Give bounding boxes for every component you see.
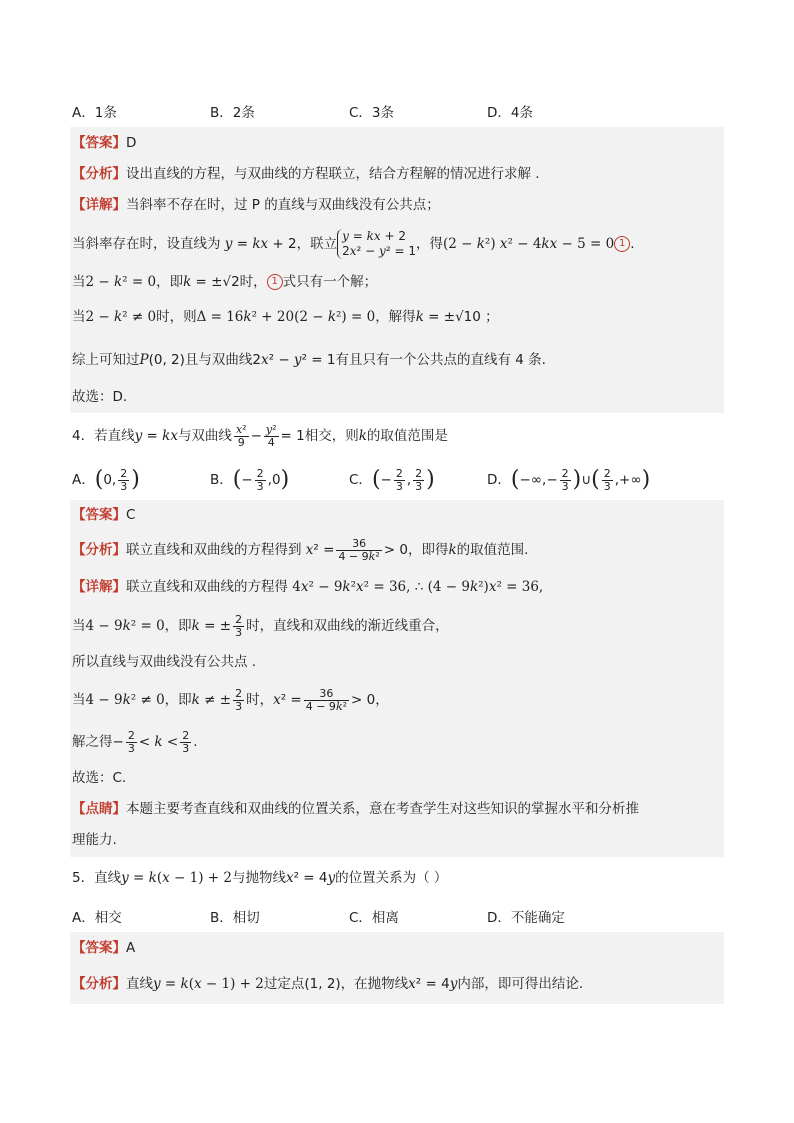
q4-option-b: B．(− $\frac{2}{3}$ ,0) [210,466,290,493]
q5-options [72,906,732,926]
q5-option-a: A．相交 [72,910,122,926]
q3-detail-4: 当2 − k² ≠ 0时，则Δ = 16k² + 20(2 − k²) = 0，解得k = ±√10 ； [72,309,499,325]
q4-detail-2: 当4 − 9k² = 0，即k = ± $\frac{2}{3}$ 时，直线和双曲线的渐近线重合， [72,612,449,639]
q3-answer: 【答案】D [72,135,137,151]
q5-option-d: D．不能确定 [487,910,565,926]
q4-detail-4: 当4 − 9k² ≠ 0，即k ≠ ± $\frac{2}{3}$ 时，x² = $\frac{36}{\text{4 − 9k²}}$ > 0， [72,686,389,713]
q4-detail-1: 【详解】联立直线和双曲线的方程得 4x² − 9k²x² = 36, ∴ (4 − 9k²)x² = 36, [72,579,544,595]
q4-stem: 4．若直线y = kx与双曲线 $\frac{\text{x²}}{9}$ − $\frac{\text{y²}}{4}$ = 1相交，则k的取值范围是 [72,422,448,449]
q3-option-b: B．2条 [210,105,255,121]
q5-analysis: 【分析】直线y = k(x − 1) + 2过定点(1, 2)，在抛物线x² = 4y内部，即可得出结论. [72,976,584,992]
q4-answer: 【答案】C [72,507,136,523]
circled-one-icon: 1 [267,274,283,290]
q4-option-d: D．(−∞,− $\frac{2}{3}$ )∪( $\frac{2}{3}$ ,+∞) [487,466,651,493]
q3-option-d: D．4条 [487,105,533,121]
q4-comment-1: 【点睛】本题主要考查直线和双曲线的位置关系，意在考查学生对这些知识的掌握水平和分析推 [72,801,639,817]
circled-one-icon: 1 [614,236,630,252]
q4-analysis: 【分析】联立直线和双曲线的方程得到 x² = $\frac{36}{\text{4 − 9k²}}$ > 0，即得k的取值范围. [72,536,529,563]
q3-analysis: 【分析】设出直线的方程，与双曲线的方程联立，结合方程解的情况进行求解 . [72,166,540,182]
q3-options [72,101,732,121]
q3-detail-1: 【详解】当斜率不存在时，过 P 的直线与双曲线没有公共点； [72,197,440,213]
q4-choose: 故选：C. [72,770,127,786]
q5-answer: 【答案】A [72,940,136,956]
q5-option-c: C．相离 [349,910,399,926]
q4-comment-2: 理能力. [72,832,117,848]
q3-choose: 故选：D. [72,389,128,405]
q4-option-a: A．(0, $\frac{2}{3}$ ) [72,466,140,493]
q3-detail-2: 当斜率存在时，设直线为 y = kx + 2，联立 y = kx + 2 2x² − y² = 1，得(2 − k²) x² − 4kx − 5 = 0 1 . [72,229,635,258]
q4-detail-5: 解之得− $\frac{2}{3}$ < k < $\frac{2}{3}$ . [72,728,198,755]
q4-detail-3: 所以直线与双曲线没有公共点 . [72,654,257,670]
equation-system: y = kx + 2 2x² − y² = 1 [337,229,416,259]
q3-detail-3: 当2 − k² = 0，即k = ±√2时， 1 式只有一个解； [72,274,378,290]
q4-option-c: C．(− $\frac{2}{3}$ , $\frac{2}{3}$ ) [349,466,435,493]
q3-option-a: A．1条 [72,105,117,121]
q3-detail-5: 综上可知过P(0, 2)且与双曲线2x² − y² = 1有且只有一个公共点的直线有 4 条. [72,352,546,368]
q3-option-c: C．3条 [349,105,395,121]
q5-option-b: B．相切 [210,910,260,926]
q5-stem: 5．直线y = k(x − 1) + 2与抛物线x² = 4y的位置关系为（ ） [72,870,448,886]
